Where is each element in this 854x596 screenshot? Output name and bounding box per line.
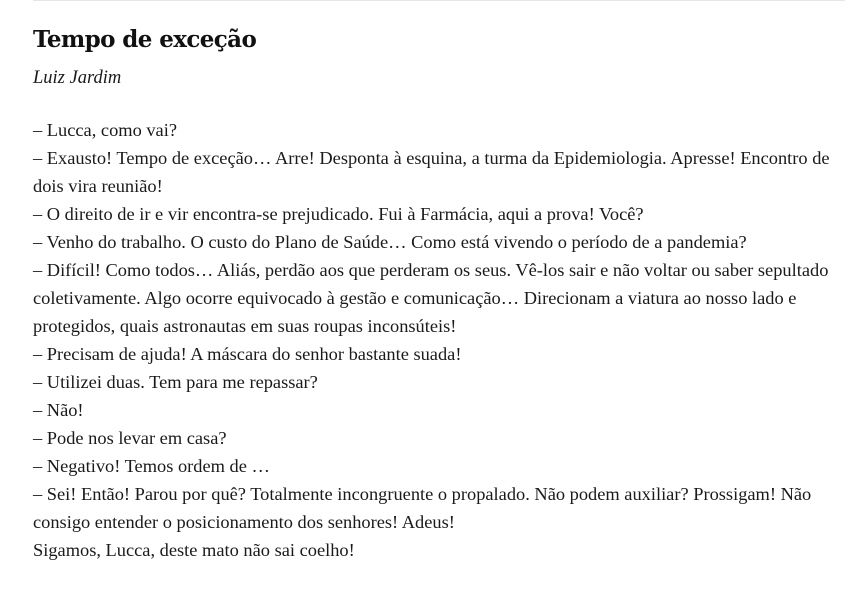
article-author: Luiz Jardim [33,68,122,88]
dialogue-line: – Lucca, como vai? [33,120,177,140]
dialogue-line: – Venho do trabalho. O custo do Plano de Saúde… Como está vivendo o período de a pandemia? [33,232,747,252]
dialogue-line: – Exausto! Tempo de exceção… Arre! Desponta à esquina, a turma da Epidemiologia. Apresse! Encontro de dois vira reunião! [33,148,830,196]
dialogue-line: – Sei! Então! Parou por quê? Totalmente incongruente o propalado. Não podem auxiliar? Prossigam! Não consigo entender o posicionamento dos senhores! Adeus! [33,484,812,532]
dialogue-line: – Não! [33,400,84,420]
closing-line: Sigamos, Lucca, deste mato não sai coelho! [33,540,355,560]
article-body [33,116,848,564]
article-title: Tempo de exceção [33,26,257,53]
dialogue-line: – Difícil! Como todos… Aliás, perdão aos que perderam os seus. Vê-los sair e não voltar ou saber sepultado coletivamente. Algo ocorre equivocado à gestão e comunicação… Direcionam a viatura ao nosso lado e protegidos, quais astronautas em suas roupas inconsúteis! [33,260,829,336]
dialogue-line: – O direito de ir e vir encontra-se prejudicado. Fui à Farmácia, aqui a prova! Você? [33,204,644,224]
dialogue-line: – Negativo! Temos ordem de … [33,456,270,476]
dialogue-line: – Pode nos levar em casa? [33,428,227,448]
article [33,24,848,564]
dialogue-line: – Utilizei duas. Tem para me repassar? [33,372,318,392]
dialogue-line: – Precisam de ajuda! A máscara do senhor bastante suada! [33,344,462,364]
top-divider [33,0,845,1]
